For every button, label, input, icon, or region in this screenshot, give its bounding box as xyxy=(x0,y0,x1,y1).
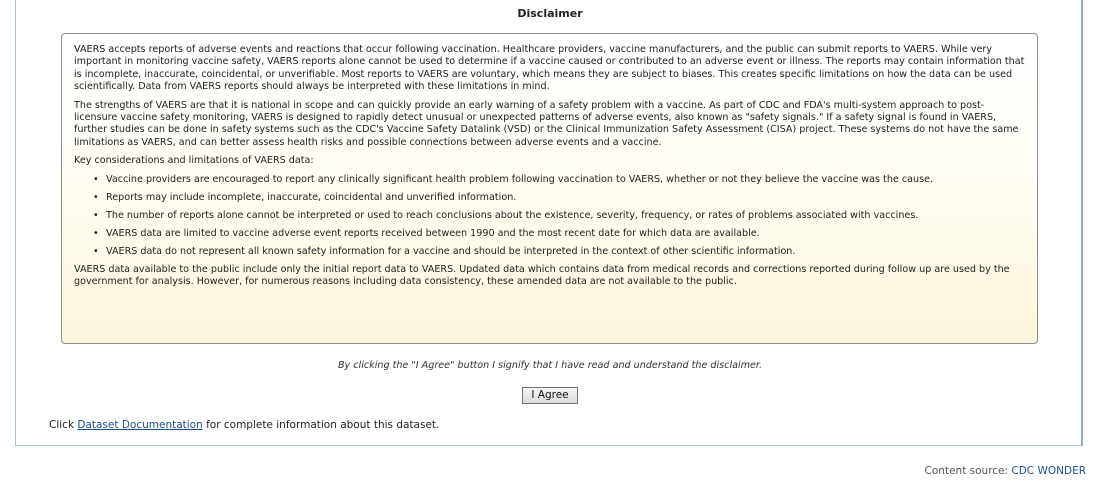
list-item-text: The number of reports alone cannot be interpreted or used to reach conclusions about the existence, severity, frequency, or rates of problems associated with vaccines. xyxy=(106,209,919,221)
list-item xyxy=(93,173,1026,186)
disclaimer-box xyxy=(61,33,1038,344)
main-panel xyxy=(15,0,1083,446)
content-source-prefix: Content source: xyxy=(924,465,1012,477)
list-item-text: Reports may include incomplete, inaccurate, coincidental and unverified information. xyxy=(106,191,517,203)
bullet-icon: • xyxy=(93,245,99,257)
content-source xyxy=(925,465,1086,477)
disclaimer-paragraph: The strengths of VAERS are that it is national in scope and can quickly provide an early warning of a safety problem with a vaccine. As part of CDC and FDA's multi-system approach to post-licensure vaccine safety monitoring, VAERS is designed to rapidly detect unusual or unexpected patterns of adverse events, also known as "safety signals." If a safety signal is found in VAERS, further studies can be done in safety systems such as the CDC's Vaccine Safety Datalink (VSD) or the Clinical Immunization Safety Assessment (CISA) project. These systems do not have the same limitations as VAERS, and can better assess health risks and possible connections between adverse events and a vaccine. xyxy=(74,99,1019,148)
limitations-list xyxy=(74,174,1026,258)
documentation-suffix: for complete information about this dataset. xyxy=(202,419,440,431)
bullet-icon: • xyxy=(93,191,99,203)
agree-note: By clicking the "I Agree" button I signify that I have read and understand the disclaimer. xyxy=(337,360,763,371)
documentation-prefix: Click xyxy=(49,419,78,431)
bullet-icon: • xyxy=(93,209,99,221)
disclaimer-title: Disclaimer xyxy=(517,7,583,20)
list-item xyxy=(93,227,1026,240)
closing-paragraph: VAERS data available to the public include only the initial report data to VAERS. Updated data which contains data from medical records and corrections reported during follow up are used by the government for analysis. However, for numerous reasons including data consistency, these amended data are not available to the public. xyxy=(74,263,1010,288)
list-item xyxy=(93,209,1026,222)
bullet-icon: • xyxy=(93,227,99,239)
list-item-text: VAERS data are limited to vaccine adverse event reports received between 1990 and the most recent date for which data are available. xyxy=(106,227,760,239)
i-agree-button[interactable]: I Agree xyxy=(522,387,578,404)
bullet-icon: • xyxy=(93,173,99,185)
list-item xyxy=(93,191,1026,204)
list-item xyxy=(93,245,1026,258)
documentation-line xyxy=(49,419,439,431)
cdc-wonder-link[interactable]: CDC WONDER xyxy=(1011,465,1086,477)
list-item-text: VAERS data do not represent all known safety information for a vaccine and should be interpreted in the context of other scientific information. xyxy=(106,245,796,257)
key-considerations-heading: Key considerations and limitations of VAERS data: xyxy=(74,155,314,167)
dataset-documentation-link[interactable]: Dataset Documentation xyxy=(77,419,203,431)
disclaimer-paragraph: VAERS accepts reports of adverse events and reactions that occur following vaccination. Healthcare providers, vaccine manufacturers, and the public can submit reports to VAERS. While very important in monitoring vaccine safety, VAERS reports alone cannot be used to determine if a vaccine caused or contributed to an adverse event or illness. The reports may contain information that is incomplete, inaccurate, coincidental, or unverifiable. Most reports to VAERS are voluntary, which means they are subject to biases. This creates specific limitations on how the data can be used scientifically. Data from VAERS reports should always be interpreted with these limitations in mind. xyxy=(74,44,1025,93)
list-item-text: Vaccine providers are encouraged to report any clinically significant health problem following vaccination to VAERS, whether or not they believe the vaccine was the cause. xyxy=(106,173,934,185)
